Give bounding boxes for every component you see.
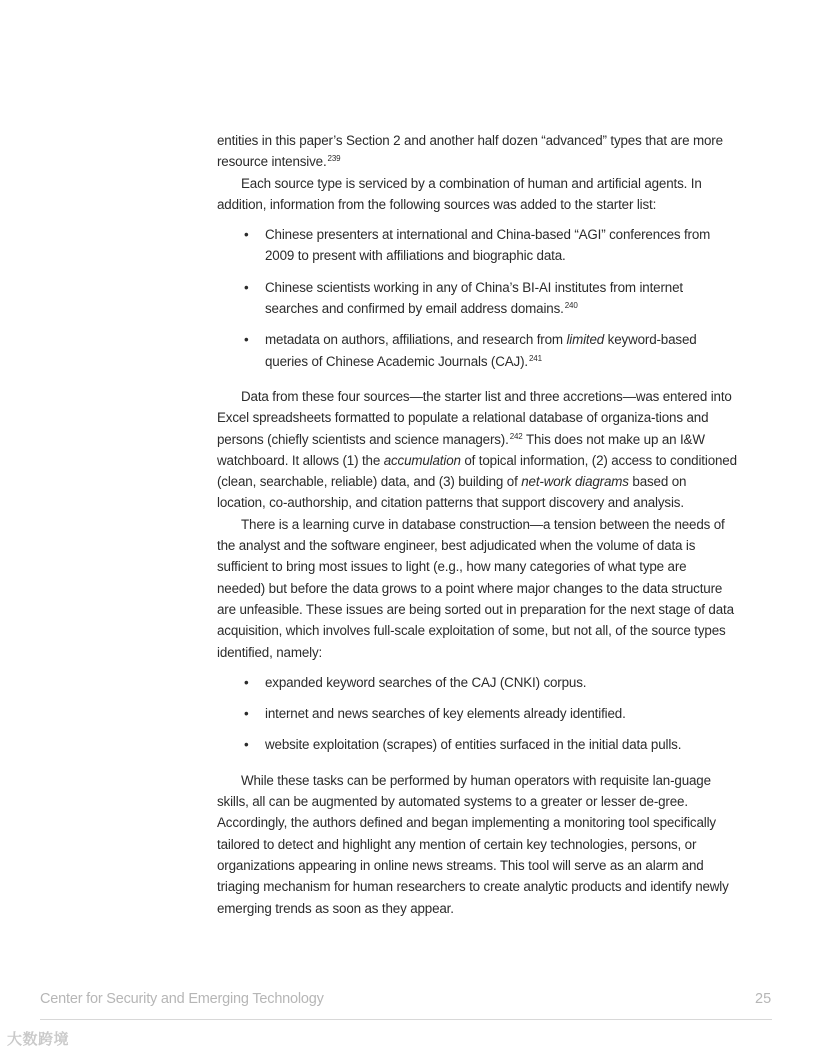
- source-list: [217, 224, 737, 372]
- watermark-logo: 大数跨境: [7, 1031, 70, 1048]
- bullet-icon: •: [244, 332, 249, 348]
- footnote-ref[interactable]: 241: [528, 353, 542, 363]
- body-text: [217, 130, 737, 919]
- footnote-ref[interactable]: 242: [509, 431, 523, 441]
- bullet-icon: •: [244, 227, 249, 243]
- exploitation-list: [217, 672, 737, 756]
- list-item: • Chinese presenters at international and China-based “AGI” conferences from 2009 to present with affiliations and biographic data.: [217, 224, 737, 267]
- bullet-icon: •: [244, 706, 249, 722]
- page-number: 25: [755, 991, 772, 1007]
- paragraph-2: Each source type is serviced by a combination of human and artificial agents. In addition, information from the following sources was added to the starter list:: [217, 175, 702, 212]
- footer-org-name: Center for Security and Emerging Technology: [40, 991, 324, 1007]
- list-item: • expanded keyword searches of the CAJ (CNKI) corpus.: [217, 672, 737, 693]
- footer-divider: [40, 1019, 772, 1020]
- footnote-ref[interactable]: 239: [327, 154, 341, 164]
- paragraph-1: entities in this paper’s Section 2 and another half dozen “advanced” types that are more resource intensive.$^{239}$: [217, 133, 723, 170]
- list-item: • Chinese scientists working in any of China’s BI-AI institutes from internet searches and confirmed by email address domains.$^{240}$: [217, 277, 737, 320]
- list-item: • metadata on authors, affiliations, and research from limited keyword-based queries of Chinese Academic Journals (CAJ).$^{241}$: [217, 329, 737, 372]
- bullet-icon: •: [244, 279, 249, 295]
- paragraph-3: Data from these four sources—the starter list and three accretions—was entered into Excel spreadsheets formatted to populate a relational database of organiza-tions and persons (chiefly scientists and science managers).$^{242}$ This does not make up an I&W watchboard. It allows (1) the accumulation of topical information, (2) access to conditioned (clean, searchable, reliable) data, and (3) building of net-work diagrams based on location, co-authorship, and citation patterns that support discovery and analysis.: [217, 388, 737, 511]
- footnote-ref[interactable]: 240: [564, 301, 578, 311]
- list-item: • website exploitation (scrapes) of entities surfaced in the initial data pulls.: [217, 734, 737, 755]
- bullet-icon: •: [244, 674, 249, 690]
- paragraph-4: There is a learning curve in database construction—a tension between the needs of the analyst and the software engineer, best adjudicated when the volume of data is sufficient to bring most issues to light (e.g., how many categories of what type are needed) but before the data grows to a point where major changes to the data structure are unfeasible. These issues are being sorted out in preparation for the next stage of data acquisition, which involves full-scale exploitation of some, but not all, of the source types identified, namely:: [217, 516, 734, 660]
- paragraph-5: While these tasks can be performed by human operators with requisite lan-guage skills, all can be augmented by automated systems to a greater or lesser de-gree. Accordingly, the authors defined and began implementing a monitoring tool specifically tailored to detect and highlight any mention of certain key technologies, persons, or organizations appearing in online news streams. This tool will serve as an alarm and triaging mechanism for human researchers to create analytic products and identify newly emerging trends as soon as they appear.: [217, 772, 729, 916]
- bullet-icon: •: [244, 737, 249, 753]
- list-item: • internet and news searches of key elements already identified.: [217, 703, 737, 724]
